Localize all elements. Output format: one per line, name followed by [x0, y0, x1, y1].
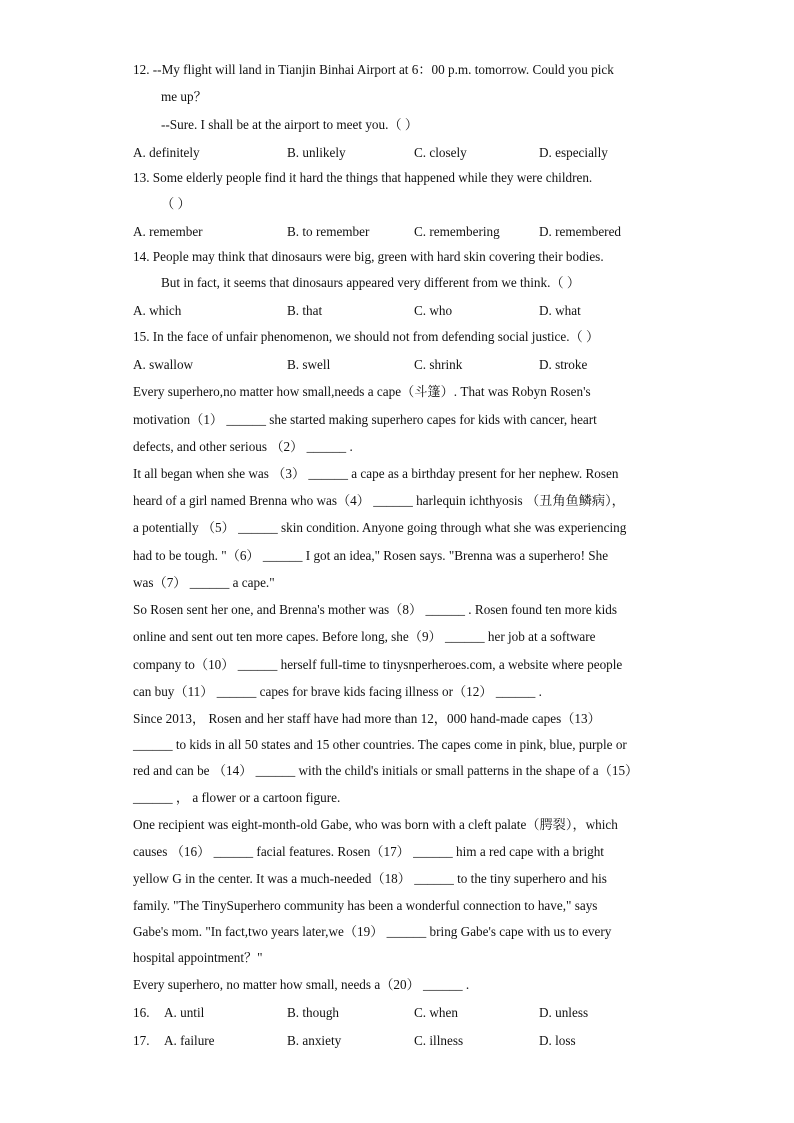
passage-line: causes （16） ______ facial features. Rosen（17） ______ him a red cape with a bright [133, 844, 604, 859]
passage-line: yellow G in the center. It was a much-needed（18） ______ to the tiny superhero and his [133, 871, 607, 886]
passage-line: had to be tough. "（6） ______ I got an idea," Rosen says. "Brenna was a superhero! She [133, 548, 609, 563]
q13-option-b[interactable]: B. to remember [287, 224, 370, 239]
q16-option-d[interactable]: D. unless [539, 1005, 589, 1020]
q15-line-1: 15. In the face of unfair phenomenon, we should not from defending social justice.（ ） [133, 329, 600, 344]
passage-line: One recipient was eight-month-old Gabe, who was born with a cleft palate（腭裂），which [133, 817, 618, 832]
q17-option-d[interactable]: D. loss [539, 1033, 576, 1048]
passage-line: family. "The TinySuperhero community has been a wonderful connection to have," says [133, 898, 598, 913]
q12-option-b[interactable]: B. unlikely [287, 145, 346, 160]
q12-line-3: --Sure. I shall be at the airport to meet you.（ ） [161, 117, 419, 132]
passage-line: company to（10） ______ herself full-time to tinysnperheroes.com, a website where people [133, 657, 623, 672]
q14-option-b[interactable]: B. that [287, 303, 323, 318]
passage-line: It all began when she was （3） ______ a cape as a birthday present for her nephew. Rosen [133, 466, 619, 481]
passage-line: motivation（1） ______ she started making superhero capes for kids with cancer, heart [133, 412, 597, 427]
passage-line: So Rosen sent her one, and Brenna's mother was（8） ______ . Rosen found ten more kids [133, 602, 618, 617]
passage-line: was（7） ______ a cape." [133, 575, 275, 590]
q12-line-2: me up？ [161, 89, 207, 104]
passage-line: Every superhero,no matter how small,needs a cape（斗篷）. That was Robyn Rosen's [133, 384, 591, 399]
q15-option-b[interactable]: B. swell [287, 357, 331, 372]
q16-number: 16. [133, 1005, 150, 1020]
passage-line: can buy（11） ______ capes for brave kids facing illness or（12） ______ . [133, 684, 542, 699]
passage-line: heard of a girl named Brenna who was（4） ______ harlequin ichthyosis （丑角鱼鳞病）， [133, 493, 625, 508]
q14-line-2: But in fact, it seems that dinosaurs appeared very different from we think.（ ） [161, 275, 581, 290]
q13-option-c[interactable]: C. remembering [414, 224, 500, 239]
q12-option-c[interactable]: C. closely [414, 145, 467, 160]
q13-line-2: （ ） [161, 196, 191, 211]
q16-option-c[interactable]: C. when [414, 1005, 458, 1020]
q14-option-a[interactable]: A. which [133, 303, 182, 318]
passage-line: Gabe's mom. "In fact,two years later,we（19） ______ bring Gabe's cape with us to every [133, 924, 612, 939]
q15-option-d[interactable]: D. stroke [539, 357, 588, 372]
passage-line: ______ ， a flower or a cartoon figure. [133, 790, 341, 805]
q17-option-a[interactable]: A. failure [164, 1033, 215, 1048]
q13-option-a[interactable]: A. remember [133, 224, 203, 239]
q12-option-d[interactable]: D. especially [539, 145, 608, 160]
q16-option-a[interactable]: A. until [164, 1005, 205, 1020]
q17-option-b[interactable]: B. anxiety [287, 1033, 342, 1048]
q12-line-1: 12. --My flight will land in Tianjin Binhai Airport at 6：00 p.m. tomorrow. Could you pick [133, 62, 614, 77]
q15-option-a[interactable]: A. swallow [133, 357, 194, 372]
q17-number: 17. [133, 1033, 150, 1048]
passage-line: hospital appointment？" [133, 950, 263, 965]
passage-line: ______ to kids in all 50 states and 15 other countries. The capes come in pink, blue, purple or [133, 737, 627, 752]
passage-line: Every superhero, no matter how small, needs a（20） ______ . [133, 977, 470, 992]
q17-option-c[interactable]: C. illness [414, 1033, 464, 1048]
passage-line: red and can be （14） ______ with the child's initials or small patterns in the shape of a（15） [133, 763, 639, 778]
passage-line: online and sent out ten more capes. Before long, she（9） ______ her job at a software [133, 629, 596, 644]
q14-option-d[interactable]: D. what [539, 303, 581, 318]
q14-line-1: 14. People may think that dinosaurs were big, green with hard skin covering their bodies. [133, 249, 604, 264]
q16-option-b[interactable]: B. though [287, 1005, 340, 1020]
q12-option-a[interactable]: A. definitely [133, 145, 200, 160]
q14-option-c[interactable]: C. who [414, 303, 453, 318]
q15-option-c[interactable]: C. shrink [414, 357, 463, 372]
q13-option-d[interactable]: D. remembered [539, 224, 622, 239]
passage-line: Since 2013， Rosen and her staff have had more than 12，000 hand-made capes（13） [133, 711, 601, 726]
passage-line: a potentially （5） ______ skin condition. Anyone going through what she was experiencing [133, 520, 627, 535]
passage-line: defects, and other serious （2） ______ . [133, 439, 353, 454]
q13-line-1: 13. Some elderly people find it hard the things that happened while they were children. [133, 170, 593, 185]
